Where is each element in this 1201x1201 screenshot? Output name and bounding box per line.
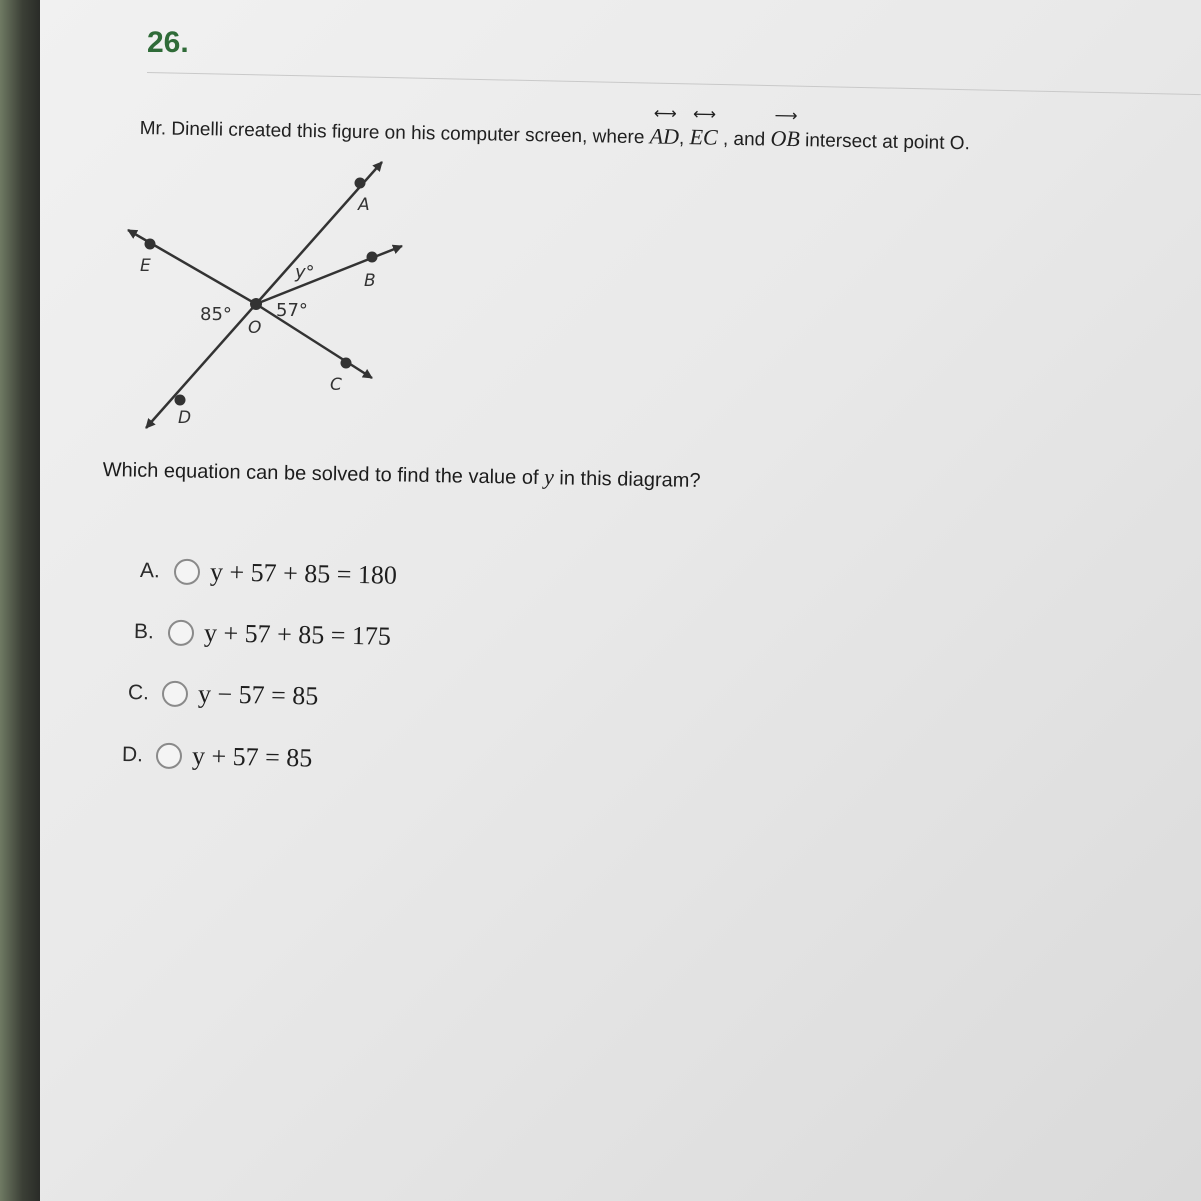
option-letter: C. xyxy=(127,681,150,705)
option-a[interactable] xyxy=(140,556,398,591)
point-b xyxy=(367,252,378,263)
point-d xyxy=(175,395,186,406)
angle-label-y: y° xyxy=(295,262,315,283)
line-arrow-icon: ⟷ xyxy=(653,105,676,123)
label-d: D xyxy=(178,408,192,428)
option-equation: y + 57 + 85 = 180 xyxy=(209,557,398,590)
radio-button[interactable] xyxy=(156,743,182,769)
and-text: , and xyxy=(722,128,766,151)
option-letter: B. xyxy=(133,620,155,644)
question-after: in this diagram? xyxy=(559,467,701,492)
prompt-text: Mr. Dinelli created this figure on his computer screen, where xyxy=(139,117,645,149)
option-letter: D. xyxy=(121,743,144,767)
radio-button[interactable] xyxy=(162,681,188,707)
point-e xyxy=(145,239,156,250)
label-c: C xyxy=(330,375,342,395)
label-e: E xyxy=(140,256,151,276)
segment-label: EC xyxy=(689,124,718,150)
ray-ob xyxy=(256,246,402,304)
segment-ob xyxy=(770,107,801,153)
option-d[interactable] xyxy=(122,740,313,773)
after-text: intersect at point O. xyxy=(804,130,971,155)
label-a: A xyxy=(358,195,370,215)
point-c xyxy=(341,358,352,369)
label-b: B xyxy=(364,271,376,291)
comma: , xyxy=(678,127,685,149)
label-o: O xyxy=(248,318,262,338)
radio-button[interactable] xyxy=(168,620,194,646)
question-variable: y xyxy=(543,464,555,490)
angle-diagram xyxy=(110,150,430,440)
segment-ec xyxy=(689,106,718,151)
segment-label: OB xyxy=(770,125,801,152)
option-equation: y + 57 = 85 xyxy=(191,741,313,773)
option-c[interactable] xyxy=(128,678,319,711)
option-equation: y − 57 = 85 xyxy=(197,679,319,711)
question-before: Which equation can be solved to find the value of xyxy=(102,458,539,489)
option-letter: A. xyxy=(139,559,161,583)
radio-button[interactable] xyxy=(174,559,200,585)
ray-arrow-icon: ⟶ xyxy=(774,107,797,126)
option-equation: y + 57 + 85 = 175 xyxy=(203,618,392,651)
line-oc xyxy=(256,304,372,378)
angle-label-57: 57° xyxy=(276,300,308,321)
segment-label: AD xyxy=(649,123,680,149)
question-number: 26. xyxy=(147,26,189,59)
option-b[interactable] xyxy=(134,617,392,652)
angle-label-85: 85° xyxy=(200,304,232,325)
line-arrow-icon: ⟷ xyxy=(692,106,716,124)
point-a xyxy=(355,178,366,189)
segment-ad xyxy=(649,105,680,150)
point-o xyxy=(250,298,262,310)
